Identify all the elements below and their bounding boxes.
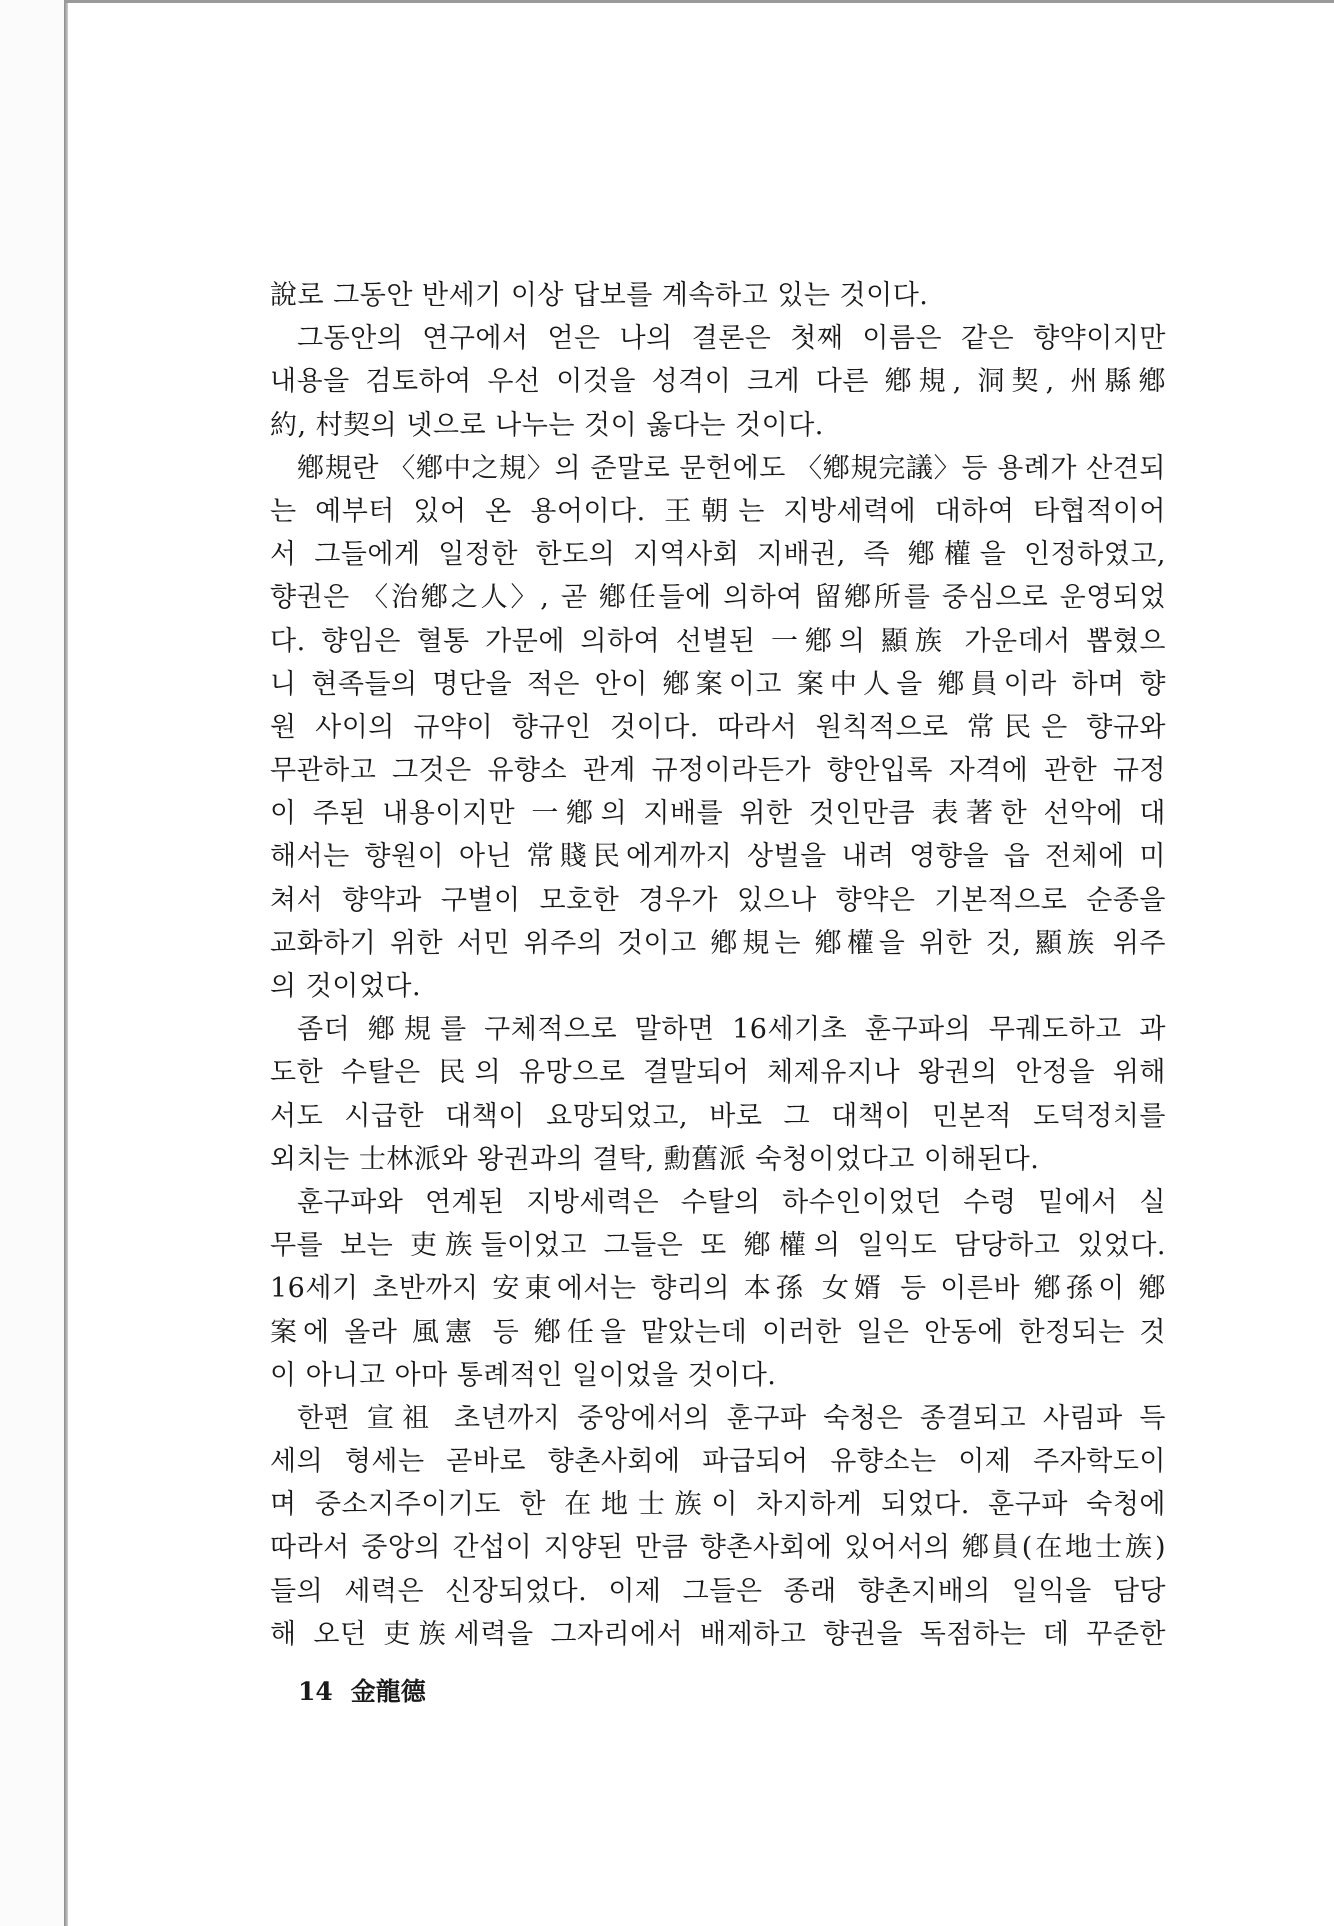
text-line: 해서는 향원이 아닌 常賤民에게까지 상벌을 내려 영향을 읍 전체에 미	[270, 841, 1166, 873]
author-name: 金龍德	[350, 1677, 426, 1706]
text-line: 는 예부터 있어 온 용어이다. 王朝는 지방세력에 대하여 타협적이어	[270, 495, 1166, 527]
text-line: 세의 형세는 곧바로 향촌사회에 파급되어 유향소는 이제 주자학도이	[270, 1446, 1166, 1478]
text-line: 무를 보는 吏族들이었고 그들은 또 鄕權의 일익도 담당하고 있었다.	[270, 1230, 1166, 1262]
text-line: 鄕規란 〈鄕中之規〉의 준말로 문헌에도 〈鄕規完議〉등 용례가 산견되	[297, 452, 1166, 484]
page-top-edge	[64, 0, 1334, 3]
text-line: 따라서 중앙의 간섭이 지양된 만큼 향촌사회에 있어서의 鄕員(在地士族)	[270, 1532, 1166, 1564]
page-number: 14	[298, 1677, 333, 1706]
text-line: 서도 시급한 대책이 요망되었고, 바로 그 대책이 민본적 도덕정치를	[270, 1100, 1166, 1132]
page-left-edge	[64, 0, 68, 1926]
text-line: 들의 세력은 신장되었다. 이제 그들은 종래 향촌지배의 일익을 담당	[270, 1575, 1166, 1607]
text-line: 해 오던 吏族세력을 그자리에서 배제하고 향권을 독점하는 데 꾸준한	[270, 1618, 1166, 1650]
body-text	[270, 274, 1166, 1656]
text-line: 좀더 鄕規를 구체적으로 말하면 16세기초 훈구파의 무궤도하고 과	[297, 1014, 1166, 1046]
text-line: 훈구파와 연계된 지방세력은 수탈의 하수인이었던 수령 밑에서 실	[297, 1186, 1166, 1218]
text-line: 원 사이의 규약이 향규인 것이다. 따라서 원칙적으로 常民은 향규와	[270, 711, 1166, 743]
text-line: 한편 宣祖 초년까지 중앙에서의 훈구파 숙청은 종결되고 사림파 득	[297, 1402, 1166, 1434]
text-line: 의 것이었다.	[270, 971, 422, 1002]
text-line: 案에 올라 風憲 등 鄕任을 맡았는데 이러한 일은 안동에 한정되는 것	[270, 1316, 1166, 1348]
scan-margin	[0, 0, 64, 1926]
page-footer	[298, 1672, 444, 1708]
text-line: 교화하기 위한 서민 위주의 것이고 鄕規는 鄕權을 위한 것, 顯族 위주	[270, 927, 1166, 959]
text-line: 니 현족들의 명단을 적은 안이 鄕案이고 案中人을 鄕員이라 하며 향	[270, 668, 1166, 700]
text-line: 이 주된 내용이지만 一鄕의 지배를 위한 것인만큼 表著한 선악에 대	[270, 798, 1166, 830]
text-line: 이 아니고 아마 통례적인 일이었을 것이다.	[270, 1359, 777, 1391]
text-line: 내용을 검토하여 우선 이것을 성격이 크게 다른 鄕規, 洞契, 州縣鄕	[270, 366, 1166, 398]
text-line: 約, 村契의 넷으로 나누는 것이 옳다는 것이다.	[270, 409, 824, 441]
text-line: 도한 수탈은 民의 유망으로 결말되어 체제유지나 왕권의 안정을 위해	[270, 1057, 1166, 1089]
text-line: 說로 그동안 반세기 이상 답보를 계속하고 있는 것이다.	[270, 280, 929, 311]
text-line: 다. 향임은 혈통 가문에 의하여 선별된 一鄕의 顯族 가운데서 뽑혔으	[270, 625, 1166, 657]
text-line: 무관하고 그것은 유향소 관계 규정이라든가 향안입록 자격에 관한 규정	[270, 755, 1166, 787]
text-line: 며 중소지주이기도 한 在地士族이 차지하게 되었다. 훈구파 숙청에	[270, 1489, 1166, 1521]
text-line: 서 그들에게 일정한 한도의 지역사회 지배권, 즉 鄕權을 인정하였고,	[270, 539, 1166, 571]
text-line: 외치는 士林派와 왕권과의 결탁, 勳舊派 숙청이었다고 이해된다.	[270, 1143, 1040, 1175]
text-line: 향권은 〈治鄕之人〉, 곧 鄕任들에 의하여 留鄕所를 중심으로 운영되었	[270, 582, 1166, 614]
text-line: 그동안의 연구에서 얻은 나의 결론은 첫째 이름은 같은 향약이지만	[297, 323, 1166, 355]
text-line: 쳐서 향약과 구별이 모호한 경우가 있으나 향약은 기본적으로 순종을	[270, 884, 1166, 916]
text-line: 16세기 초반까지 安東에서는 향리의 本孫 女婿 등 이른바 鄕孫이 鄕	[270, 1273, 1166, 1305]
